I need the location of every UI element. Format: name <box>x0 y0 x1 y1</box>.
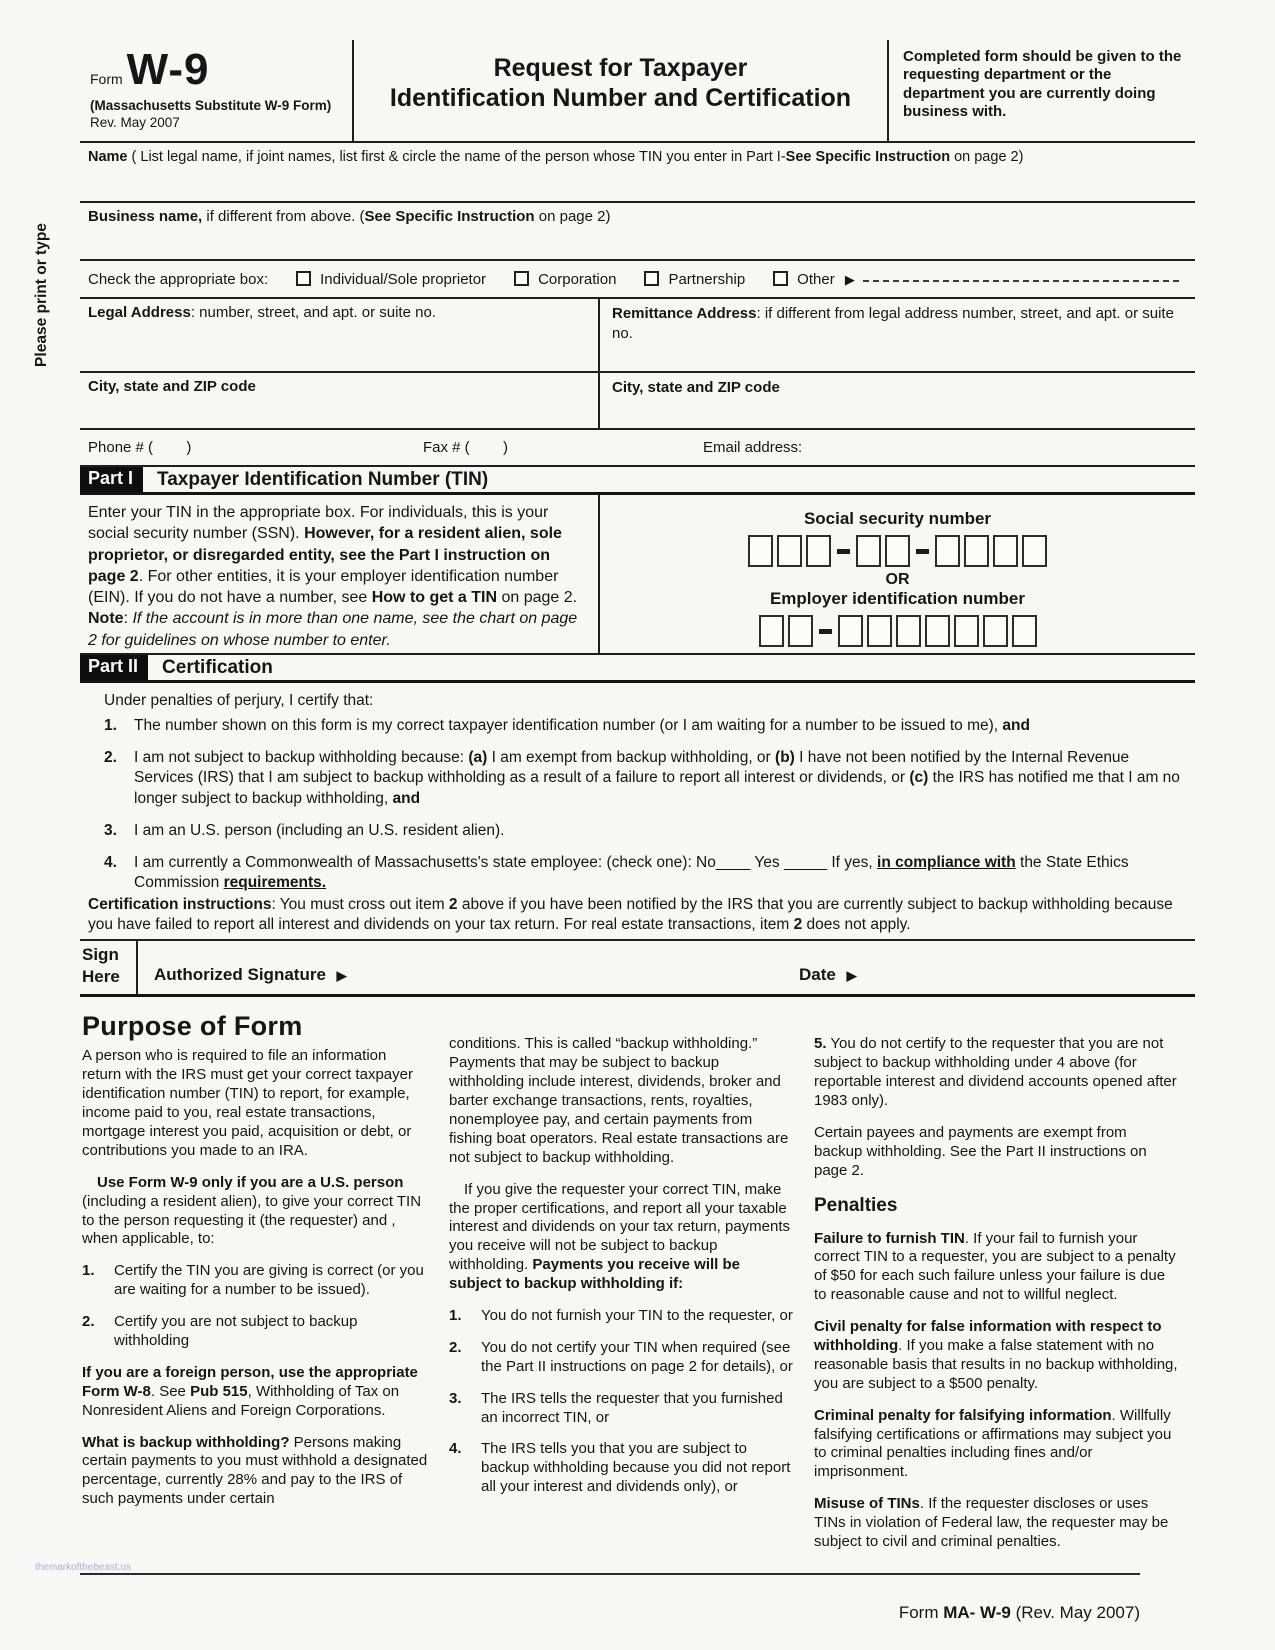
form-id-block <box>80 40 352 141</box>
certification-item-3 <box>104 821 1185 841</box>
text-segment: Use Form W-9 only if you are a U.S. person <box>97 1173 404 1191</box>
footer-divider <box>80 1573 1140 1575</box>
checkbox-corporation[interactable] <box>514 271 529 286</box>
requester-paragraph <box>449 1181 794 1294</box>
checkbox-individual[interactable] <box>296 271 311 286</box>
certification-section <box>80 683 1195 941</box>
item-text: The IRS tells the requester that you furnished an incorrect TIN, or <box>481 1389 783 1426</box>
text-segment: I am exempt from backup withholding, or <box>487 749 776 767</box>
text-segment: in compliance with <box>877 853 1016 871</box>
part1-band <box>80 467 1195 495</box>
form-number: W-9 <box>126 45 210 94</box>
tin-digit-box[interactable] <box>964 535 989 567</box>
text-segment: See Specific Instruction <box>364 208 535 225</box>
item-text <box>134 716 1185 736</box>
here-word: Here <box>82 966 120 986</box>
tin-digit-box[interactable] <box>838 615 863 647</box>
certification-item-1 <box>104 716 1185 736</box>
text-segment: What is backup withholding? <box>82 1433 290 1451</box>
text-segment: I have not been notified by the Internal Revenue Services (IRS) that I am subject to backup withholding as a result of a failure to report all interest or dividends, or <box>134 749 1130 787</box>
purpose-list-item-1 <box>82 1262 429 1300</box>
tin-digit-box[interactable] <box>925 615 950 647</box>
text-segment: I am an U.S. person (including an U.S. resident alien). <box>134 821 505 839</box>
legal-address-field[interactable] <box>80 299 600 371</box>
text-segment: . If you make a false statement with no reasonable basis that results in no backup withholding, you are subject to a $500 penalty. <box>814 1337 1178 1392</box>
text-segment: Remittance Address <box>612 305 757 322</box>
text-segment: the IRS has notified me that I am no longer subject to backup withholding, <box>134 769 1180 807</box>
item-text: The IRS tells you that you are subject to backup withholding because you did not report all your interest and dividends only), or <box>481 1440 791 1496</box>
side-label-print-or-type: Please print or type <box>33 223 50 367</box>
certification-intro: Under penalties of perjury, I certify that: <box>104 692 374 709</box>
checkbox-partnership[interactable] <box>644 271 659 286</box>
form-title-line1: Request for Taxpayer <box>493 54 748 82</box>
remittance-address-label <box>612 305 1174 342</box>
remittance-address-field[interactable] <box>600 299 1195 371</box>
address-row <box>80 299 1195 373</box>
purpose-paragraph-2 <box>82 1174 429 1250</box>
text-segment: MA- W-9 <box>943 1602 1011 1622</box>
text-segment: Enter your TIN in the appropriate box. For individuals, this is your social security number (SSN). <box>88 504 549 543</box>
form-title-line2: Identification Number and Certification <box>389 83 852 112</box>
tin-digit-box[interactable] <box>983 615 1008 647</box>
text-segment: 5. <box>814 1035 827 1053</box>
part2-label: Part II <box>80 655 148 681</box>
form-content <box>80 40 1195 1623</box>
tin-digit-box[interactable] <box>885 535 910 567</box>
text-segment: : number, street, and apt. or suite no. <box>190 304 436 321</box>
business-name-field-row[interactable] <box>80 203 1195 261</box>
text-segment: Legal Address <box>88 304 191 321</box>
purpose-column <box>82 1009 429 1565</box>
tin-group-dash <box>819 629 832 634</box>
instructions-columns <box>80 997 1195 1565</box>
text-segment: Name <box>88 149 128 165</box>
text-segment: requirements. <box>223 873 327 891</box>
criminal-penalty-paragraph <box>814 1407 1179 1483</box>
checkbox-other[interactable] <box>773 271 788 286</box>
remittance-city-label: City, state and ZIP code <box>612 379 780 396</box>
text-segment: See Specific Instruction <box>785 149 951 165</box>
arrow-right-icon: ▶ <box>844 271 855 287</box>
part1-instructions <box>80 495 600 653</box>
part1-note <box>88 608 588 651</box>
item-number: 1. <box>449 1306 462 1324</box>
text-segment: (b) <box>775 749 795 767</box>
withholding-list-item-3 <box>449 1390 794 1428</box>
part1-title: Taxpayer Identification Number (TIN) <box>157 468 489 490</box>
legal-city-field[interactable] <box>80 373 600 428</box>
conditions-paragraph: conditions. This is called “backup withholding.” Payments that may be subject to backup withholding include interest, dividends, broker and barter exchange transactions, rents, royalties, nonemployee pay, and certain payments from fishing boat operators. Real estate transactions are not subject to backup withholding. <box>449 1035 789 1166</box>
foreign-person-paragraph <box>82 1364 429 1421</box>
text-segment: . For other entities, it is your employer identification number (EIN). If you do not have a number, see <box>88 567 559 607</box>
tin-digit-box[interactable] <box>759 615 784 647</box>
option-corporation <box>514 271 616 288</box>
withholding-list-item-5 <box>814 1035 1179 1111</box>
city-row <box>80 373 1195 430</box>
failure-to-furnish-paragraph <box>814 1230 1179 1306</box>
part2-title: Certification <box>162 656 273 678</box>
item-number: 2. <box>82 1313 95 1331</box>
option-partnership-label: Partnership <box>668 270 746 288</box>
name-label <box>88 149 1023 165</box>
text-segment: Failure to furnish TIN <box>814 1229 965 1247</box>
footer-form-id <box>80 1603 1195 1623</box>
item-number: 3. <box>104 821 117 839</box>
business-name-label <box>88 208 610 225</box>
text-segment: on page 2) <box>534 208 611 225</box>
phone-field[interactable]: Phone # ( ) <box>88 439 192 456</box>
text-segment: The number shown on this form is my correct taxpayer identification number (or I am waiting for a number to be issued to me), <box>134 717 1003 735</box>
legal-address-label <box>88 304 436 321</box>
text-segment: if different from above. ( <box>202 208 365 225</box>
arrow-right-icon: ▶ <box>846 968 857 984</box>
purpose-list-item-2 <box>82 1313 429 1351</box>
item-number: 2. <box>449 1338 462 1356</box>
text-segment: Criminal penalty for falsifying information <box>814 1406 1112 1424</box>
certification-item-2 <box>104 748 1185 808</box>
certification-item-4[interactable] <box>104 853 1185 893</box>
item-text: Certify you are not subject to backup withholding <box>114 1313 358 1349</box>
contact-row <box>80 430 1195 467</box>
purpose-heading: Purpose of Form <box>82 1011 303 1042</box>
middle-column <box>449 1009 794 1565</box>
text-segment: Note <box>88 610 124 628</box>
option-partnership <box>644 271 745 288</box>
item-number: 3. <box>449 1389 462 1407</box>
tin-group-dash <box>916 549 929 554</box>
tin-digit-box[interactable] <box>806 535 831 567</box>
tin-digit-box[interactable] <box>954 615 979 647</box>
part1-instructions-text <box>88 504 577 606</box>
signature-fields <box>138 941 1195 994</box>
option-individual-label: Individual/Sole proprietor <box>320 270 487 288</box>
option-other-label: Other <box>797 270 835 288</box>
text-segment: , Withholding of Tax on Nonresident Aliens and Foreign Corporations. <box>82 1382 400 1419</box>
text-segment: I am currently a Commonwealth of Massachusetts's state employee: (check one): No____ Yes _____ If yes, <box>134 853 878 871</box>
text-segment: above if you have been notified by the IRS that you are currently subject to backup withholding because you have failed to report all interest and dividends on your tax return. For real estate transactions, item <box>88 896 1173 934</box>
text-segment: on page 2) <box>950 149 1024 165</box>
or-label: OR <box>885 571 910 588</box>
withholding-list-item-1 <box>449 1307 794 1326</box>
form-subtitle: (Massachusetts Substitute W-9 Form) <box>90 97 332 113</box>
form-word: Form <box>90 71 123 87</box>
text-segment: If you give the requester your correct TIN, make the proper certifications, and report all your taxable interest and dividends on your tax return, payments you receive will not be subject to backup withholding. <box>449 1180 791 1274</box>
text-segment: . Willfully falsifying certifications or affirmations may subject you to criminal penalties including fines and/or imprisonment. <box>814 1406 1172 1481</box>
text-segment: (a) <box>468 749 488 767</box>
text-segment: 2 <box>793 916 803 934</box>
check-box-label: Check the appropriate box: <box>88 270 269 288</box>
sign-word: Sign <box>82 945 119 965</box>
item-text <box>134 853 1185 893</box>
part1-label: Part I <box>80 467 143 493</box>
text-segment: 2 <box>448 896 458 914</box>
option-other <box>773 271 855 288</box>
exempt-payees-paragraph: Certain payees and payments are exempt from backup withholding. See the Part II instructions on page 2. <box>814 1123 1147 1179</box>
text-segment: : You must cross out item <box>271 896 449 914</box>
tin-digit-box[interactable] <box>856 535 881 567</box>
part2-band <box>80 655 1195 683</box>
certification-instructions <box>88 895 1185 935</box>
text-segment: (including a resident alien), to give your correct TIN to the person requesting it (the requester) and , when applicable, to: <box>82 1192 422 1248</box>
tin-group-dash <box>837 549 850 554</box>
ssn-boxes <box>600 535 1195 567</box>
fax-field[interactable]: Fax # ( ) <box>423 439 509 456</box>
text-segment: Certification instructions <box>88 896 272 914</box>
arrow-right-icon: ▶ <box>336 968 347 984</box>
legal-city-label: City, state and ZIP code <box>88 378 256 395</box>
email-field[interactable]: Email address: <box>703 439 803 456</box>
ssn-label: Social security number <box>803 509 992 528</box>
text-segment: How to get a TIN <box>371 589 498 607</box>
text-segment: If the account is in more than one name, see the chart on page 2 for guidelines on whose number to enter. <box>88 610 578 649</box>
text-segment: : if different from legal address number, street, and apt. or suite no. <box>612 305 1174 342</box>
part1-body <box>80 495 1195 655</box>
misuse-of-tins-paragraph <box>814 1495 1179 1552</box>
text-segment: . If the requester discloses or uses TINs in violation of Federal law, the requester may be subject to civil and criminal penalties. <box>814 1495 1169 1551</box>
item-text <box>134 821 1185 841</box>
item-number: 4. <box>104 853 117 871</box>
item-number: 1. <box>104 717 117 735</box>
text-segment: Payments you receive will be subject to backup withholding if: <box>449 1256 740 1293</box>
text-segment: Pub 515 <box>190 1382 248 1400</box>
text-segment: the State Ethics Commission <box>134 853 1129 891</box>
text-segment: does not apply. <box>802 916 911 934</box>
item-text: You do not furnish your TIN to the requester, or <box>481 1306 793 1324</box>
date-field[interactable] <box>799 965 857 985</box>
remittance-city-field[interactable] <box>600 373 1195 428</box>
tin-entry-area <box>600 495 1195 653</box>
tin-digit-box[interactable] <box>788 615 813 647</box>
penalties-heading: Penalties <box>814 1194 898 1216</box>
signature-row <box>80 941 1195 997</box>
item-number: 2. <box>104 749 117 767</box>
text-segment: Civil penalty for false information with respect to withholding <box>814 1318 1162 1355</box>
withholding-list-item-2 <box>449 1339 794 1377</box>
ein-label: Employer identification number <box>769 589 1026 608</box>
form-revision: Rev. May 2007 <box>90 114 180 130</box>
tin-digit-box[interactable] <box>993 535 1018 567</box>
item-number: 1. <box>82 1262 95 1280</box>
header-note: Completed form should be given to the requesting department or the department you are currently doing business with. <box>903 48 1182 121</box>
text-segment: : <box>123 610 133 628</box>
backup-withholding-paragraph <box>82 1434 429 1510</box>
text-segment: . If your fail to furnish your correct TIN to a requester, you are subject to a penalty of $50 for each such failure unless your failure is due to reasonable cause and not to willful neglect. <box>814 1229 1176 1304</box>
tin-digit-box[interactable] <box>1012 615 1037 647</box>
text-segment: Persons making certain payments to you must withhold a designated percentage, currently 28% and pay to the IRS of such payments under certain <box>82 1433 428 1508</box>
date-label: Date <box>799 965 836 985</box>
tin-digit-box[interactable] <box>748 535 773 567</box>
item-text <box>134 748 1185 808</box>
withholding-list-item-4 <box>449 1440 794 1497</box>
tin-digit-box[interactable] <box>935 535 960 567</box>
text-segment: and <box>392 789 421 807</box>
text-segment: on page 2. <box>497 589 578 607</box>
form-header <box>80 40 1195 143</box>
text-segment: (c) <box>909 769 929 787</box>
text-segment: ( List legal name, if joint names, list first & circle the name of the person whose TIN you enter in Part I- <box>127 149 786 165</box>
tin-digit-box[interactable] <box>896 615 921 647</box>
text-segment: Misuse of TINs <box>814 1495 920 1513</box>
option-corporation-label: Corporation <box>538 270 617 288</box>
text-segment: Business name, <box>88 208 203 225</box>
text-segment: . See <box>150 1382 191 1400</box>
form-title <box>352 40 889 141</box>
sign-here-label <box>80 941 138 994</box>
tin-digit-box[interactable] <box>867 615 892 647</box>
entity-type-row <box>80 261 1195 299</box>
text-segment: Form <box>898 1602 944 1622</box>
authorized-signature-field[interactable] <box>154 965 799 985</box>
other-fill-line[interactable] <box>863 280 1179 282</box>
ein-boxes <box>600 615 1195 647</box>
watermark: themarkofthebeast.us <box>35 1562 132 1573</box>
authorized-signature-label: Authorized Signature <box>154 965 326 985</box>
text-segment: You do not certify to the requester that you are not subject to backup withholding under 4 above (for reportable interest and dividend accounts opened after 1983 only). <box>814 1035 1177 1110</box>
tin-digit-box[interactable] <box>777 535 802 567</box>
text-segment: I am not subject to backup withholding because: <box>134 749 469 767</box>
item-text: Certify the TIN you are giving is correct (or you are waiting for a number to be issued). <box>114 1262 424 1299</box>
option-individual <box>296 271 486 288</box>
name-field-row[interactable] <box>80 143 1195 203</box>
text-segment: and <box>1002 717 1030 735</box>
text-segment: (Rev. May 2007) <box>1010 1602 1140 1622</box>
civil-penalty-paragraph <box>814 1318 1179 1394</box>
text-segment: If you are a foreign person, use the appropriate Form W-8 <box>82 1363 418 1400</box>
penalties-column <box>814 1009 1179 1565</box>
item-number: 4. <box>449 1440 462 1458</box>
text-segment: However, for a resident alien, sole proprietor, or disregarded entity, see the Part I instruction on page 2 <box>88 525 562 585</box>
tin-digit-box[interactable] <box>1022 535 1047 567</box>
item-text: You do not certify your TIN when required (see the Part II instructions on page 2 for details), or <box>481 1338 793 1375</box>
purpose-paragraph-1: A person who is required to file an information return with the IRS must get your correct taxpayer identification number (TIN) to report, for example, income paid to you, real estate transactions, mortgage interest you paid, acquisition or debt, or contributions you made to an IRA. <box>82 1047 413 1159</box>
